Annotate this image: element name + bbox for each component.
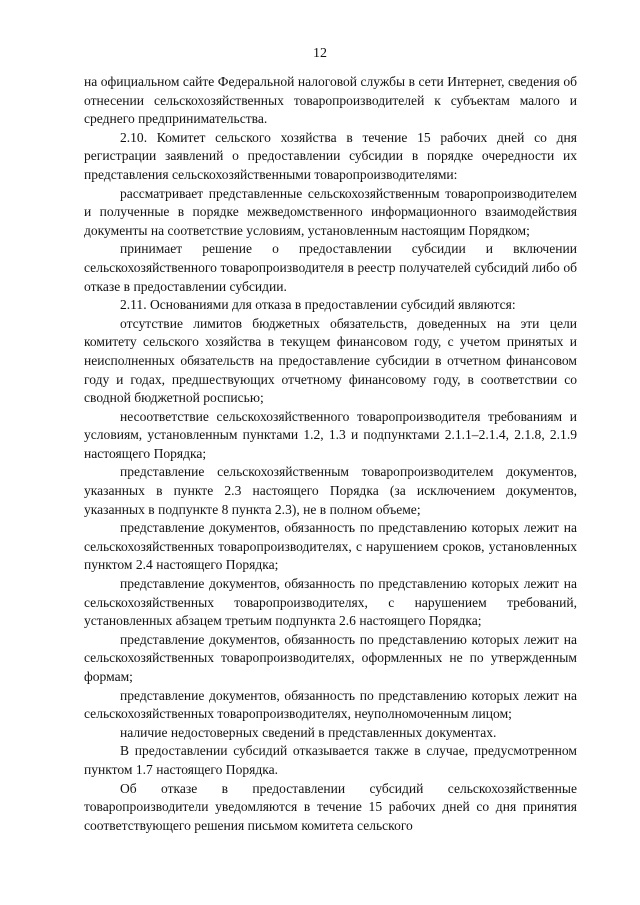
paragraph-wrong-forms: представление документов, обязанность по представлению которых лежит на сельскохозяйственных товаропроизводителях, оформленных не по утвержденным формам; — [84, 631, 577, 684]
paragraph-unauthorized-person: представление документов, обязанность по представлению которых лежит на сельскохозяйственных товаропроизводителях, неуполномоченным лицом; — [84, 687, 577, 722]
page-number: 12 — [313, 46, 327, 61]
paragraph-no-budget-limits: отсутствие лимитов бюджетных обязательств, доведенных на эти цели комитету сельского хозяйства в текущем финансовом году, с учетом принятых и неисполненных обязательств на предоставление субсидии в отчетном финансовом году и годах, предшествующих отчетному финансовому году, в соответствии со сводной бюджетной росписью; — [84, 315, 577, 406]
paragraph-refusal-case-1-7: В предоставлении субсидий отказывается также в случае, предусмотренном пунктом 1.7 настоящего Порядка. — [84, 743, 577, 777]
paragraph-continuation: на официальном сайте Федеральной налоговой службы в сети Интернет, сведения об отнесении сельскохозяйственных товаропроизводителей к субъектам малого и среднего предпринимательства. — [84, 74, 577, 127]
paragraph-refusal-notification: Об отказе в предоставлении субсидий сельскохозяйственные товаропроизводители уведомляются в течение 15 рабочих дней со дня принятия соответствующего решения письмом комитета сельского — [84, 780, 577, 833]
paragraph-reviews-documents: рассматривает представленные сельскохозяйственным товаропроизводителем и полученные в порядке межведомственного информационного взаимодействия документы на соответствие условиям, установленным настоящим Порядком; — [84, 185, 577, 238]
paragraph-noncompliance: несоответствие сельскохозяйственного товаропроизводителя требованиям и условиям, установленным пунктами 1.2, 1.3 и подпунктами 2.1.1–2.1.4, 2.1.8, 2.1.9 настоящего Порядка; — [84, 408, 577, 461]
paragraph-clause-2-11: 2.11. Основаниями для отказа в предоставлении субсидий являются: — [120, 297, 516, 313]
paragraph-makes-decision: принимает решение о предоставлении субсидии и включении сельскохозяйственного товаропроизводителя в реестр получателей субсидий либо об отказе в предоставлении субсидии. — [84, 241, 577, 294]
paragraph-false-information: наличие недостоверных сведений в представленных документах. — [120, 724, 497, 740]
paragraph-clause-2-10: 2.10. Комитет сельского хозяйства в течение 15 рабочих дней со дня регистрации заявлений о предоставлении субсидии в порядке очередности их представления сельскохозяйственными товаропроизводителями: — [84, 129, 577, 182]
paragraph-deadline-violation: представление документов, обязанность по представлению которых лежит на сельскохозяйственных товаропроизводителях, с нарушением сроков, установленных пунктом 2.4 настоящего Порядка; — [84, 520, 577, 573]
paragraph-requirements-violation: представление документов, обязанность по представлению которых лежит на сельскохозяйственных товаропроизводителях, с нарушением требований, установленных абзацем третьим подпункта 2.6 настоящего Порядка; — [84, 576, 577, 629]
document-body — [84, 73, 577, 835]
paragraph-incomplete-documents: представление сельскохозяйственным товаропроизводителем документов, указанных в пункте 2.3 настоящего Порядка (за исключением документов, указанных в подпункте 8 пункта 2.3), не в полном объеме; — [84, 464, 577, 517]
